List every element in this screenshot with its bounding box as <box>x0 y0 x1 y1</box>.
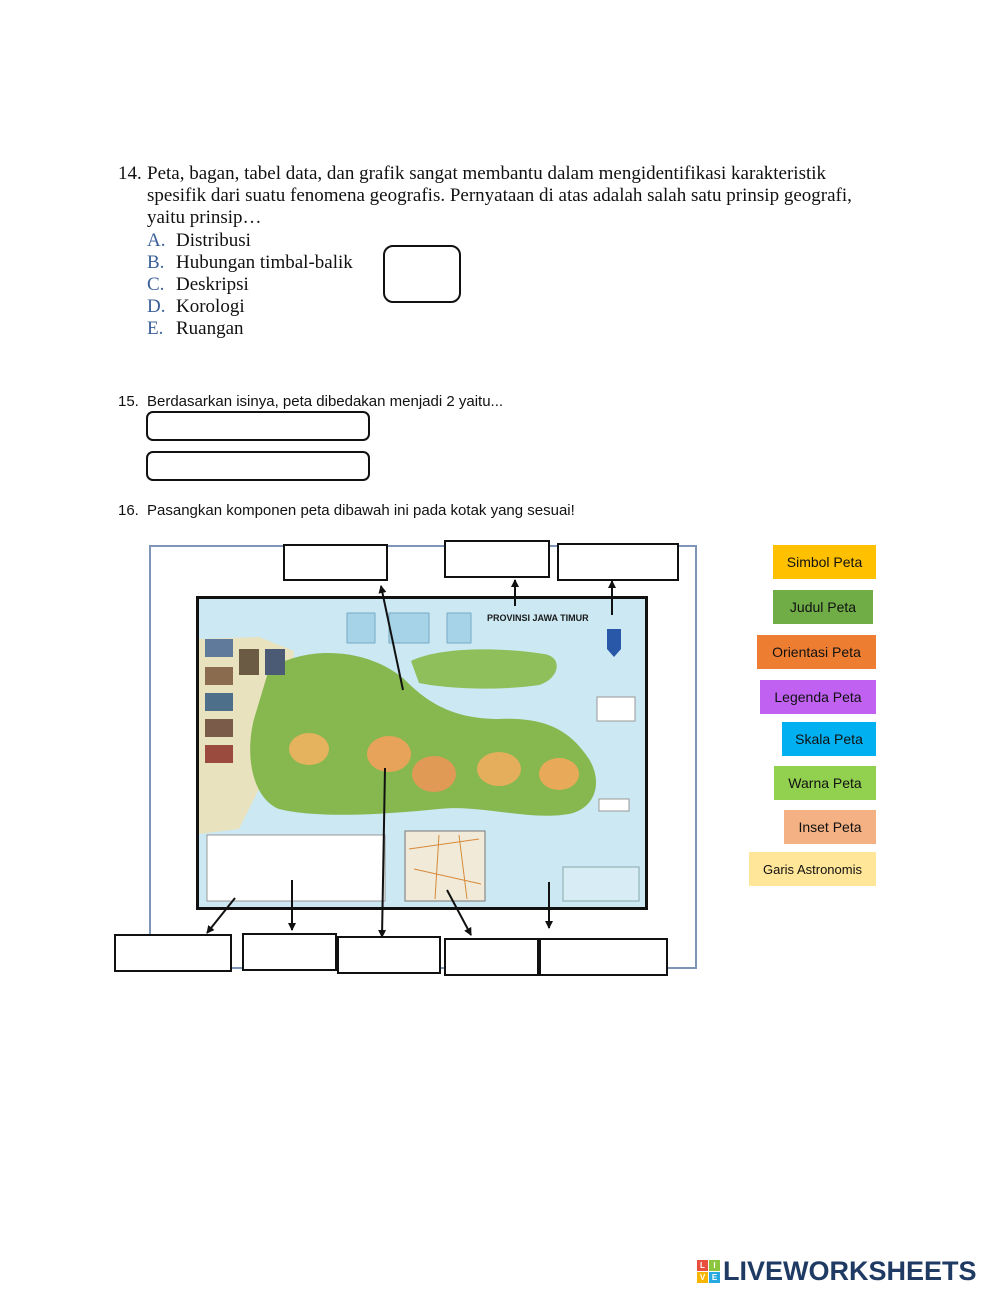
q15-question: Berdasarkan isinya, peta dibedakan menjadi 2 yaitu... <box>147 393 504 410</box>
option-letter: E. <box>147 318 164 339</box>
brand-name: LIVEWORKSHEETS <box>723 1256 977 1286</box>
q15-number: 15. <box>118 393 139 410</box>
q16-number: 16. <box>118 502 139 519</box>
drop-box-top-1[interactable] <box>283 544 388 581</box>
arrow-to-bottom-box-3 <box>382 768 385 937</box>
drop-box-bottom-5[interactable] <box>539 938 668 976</box>
option-text: Distribusi <box>176 230 251 251</box>
q14-number: 14. <box>118 163 142 184</box>
option-letter: A. <box>147 230 166 251</box>
option-letter: C. <box>147 274 165 295</box>
chip-judul-peta[interactable]: Judul Peta <box>773 590 873 624</box>
drop-box-top-2[interactable] <box>444 540 550 578</box>
logo-letter: I <box>709 1260 720 1271</box>
liveworksheets-logo <box>697 1256 977 1287</box>
q14-line-3: yaitu prinsip… <box>147 207 262 228</box>
logo-letter: V <box>697 1272 708 1283</box>
logo-letter: L <box>697 1260 708 1271</box>
logo-mark <box>697 1260 720 1283</box>
option-text: Ruangan <box>176 318 244 339</box>
option-letter: D. <box>147 296 166 317</box>
map-title: PROVINSI JAWA TIMUR <box>487 613 589 623</box>
arrow-to-bottom-box-1 <box>207 898 235 933</box>
option-letter: B. <box>147 252 165 273</box>
chip-inset-peta[interactable]: Inset Peta <box>784 810 876 844</box>
chip-garis-astronomis[interactable]: Garis Astronomis <box>749 852 876 886</box>
q16-question: Pasangkan komponen peta dibawah ini pada kotak yang sesuai! <box>147 502 575 519</box>
chip-legenda-peta[interactable]: Legenda Peta <box>760 680 876 714</box>
q14-line-1: Peta, bagan, tabel data, dan grafik sangat membantu dalam mengidentifikasi karakteristik <box>147 163 827 184</box>
option-text: Deskripsi <box>176 274 249 295</box>
drop-box-bottom-3[interactable] <box>337 936 441 974</box>
chip-simbol-peta[interactable]: Simbol Peta <box>773 545 876 579</box>
arrow-to-bottom-box-4 <box>447 890 471 935</box>
option-text: Korologi <box>176 296 245 317</box>
logo-letter: E <box>709 1272 720 1283</box>
chip-orientasi-peta[interactable]: Orientasi Peta <box>757 635 876 669</box>
drop-box-bottom-1[interactable] <box>114 934 232 972</box>
option-text: Hubungan timbal-balik <box>176 252 353 273</box>
chip-warna-peta[interactable]: Warna Peta <box>774 766 876 800</box>
drop-box-top-3[interactable] <box>557 543 679 581</box>
arrow-to-title-box <box>381 586 403 690</box>
chip-skala-peta[interactable]: Skala Peta <box>782 722 876 756</box>
drop-box-bottom-2[interactable] <box>242 933 337 971</box>
q14-line-2: spesifik dari suatu fenomena geografis. Pernyataan di atas adalah salah satu prinsip geografi, <box>147 185 852 206</box>
drop-box-bottom-4[interactable] <box>444 938 539 976</box>
